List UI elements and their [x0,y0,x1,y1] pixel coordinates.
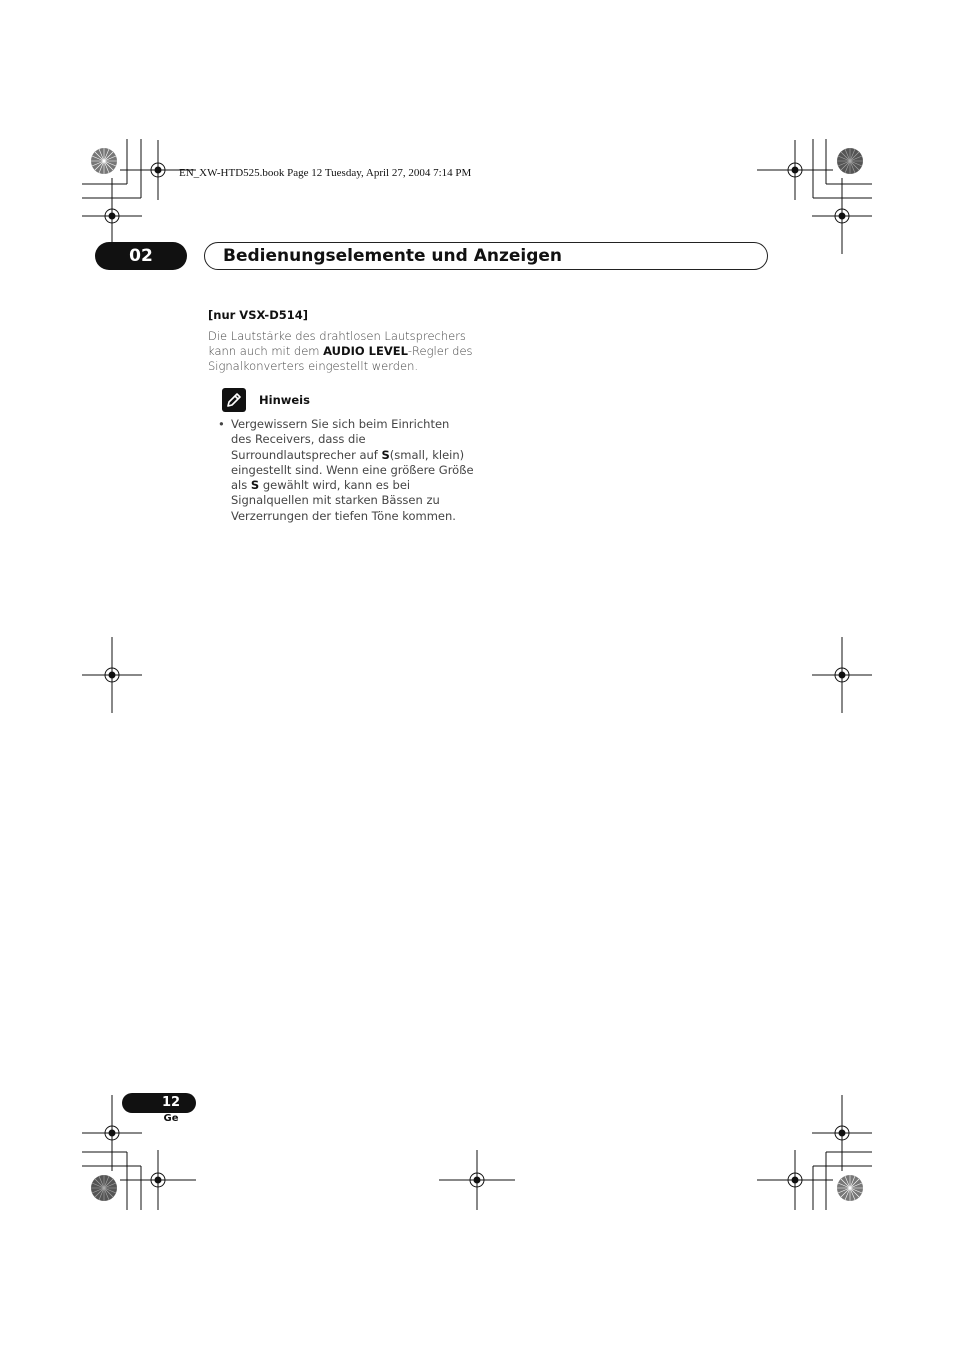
section-paragraph [208,329,488,374]
bullet-mark: • [218,417,225,431]
chapter-number-tab [95,242,187,270]
note-text-part: Surroundlautsprecher auf [231,447,382,462]
chapter-number: 02 [129,246,153,266]
note-text-part: gewählt wird, kann es bei [259,478,411,493]
note-text-part: (small, klein) [389,447,465,462]
note-line: Vergewissern Sie sich beim Einrichten [231,417,450,431]
note-pencil-icon [222,388,246,412]
note-line: des Receivers, dass die [231,432,366,447]
paragraph-text: kann auch mit dem [208,344,324,358]
note-text-part: als [231,478,251,493]
page-number-tab [122,1093,196,1113]
paragraph-text: -Regler des [407,344,473,358]
note-label: Hinweis [259,393,310,407]
note-text [231,417,491,524]
section-heading: [nur VSX-D514] [208,308,308,322]
chapter-title: Bedienungselemente und Anzeigen [223,246,563,266]
page-language: Ge [163,1113,179,1124]
audio-level-term: AUDIO LEVEL [323,344,408,358]
note-line [231,448,491,463]
paragraph-line: Die Lautstärke des drahtlosen Lautsprechers [208,329,466,343]
small-setting-term: S [250,478,260,493]
book-file-info: EN_XW-HTD525.book Page 12 Tuesday, April 27, 2004 7:14 PM [179,167,472,179]
note-line: Signalquellen mit starken Bässen zu [231,493,440,508]
note-line: eingestellt sind. Wenn eine größere Größe [231,462,474,477]
paragraph-line [208,344,488,359]
page-number: 12 [161,1095,181,1110]
paragraph-line: Signalkonverters eingestellt werden. [208,359,419,373]
note-line [231,478,491,493]
note-line: Verzerrungen der tiefen Töne kommen. [231,508,456,523]
small-setting-term: S [381,447,390,462]
chapter-title-bar [204,242,768,270]
